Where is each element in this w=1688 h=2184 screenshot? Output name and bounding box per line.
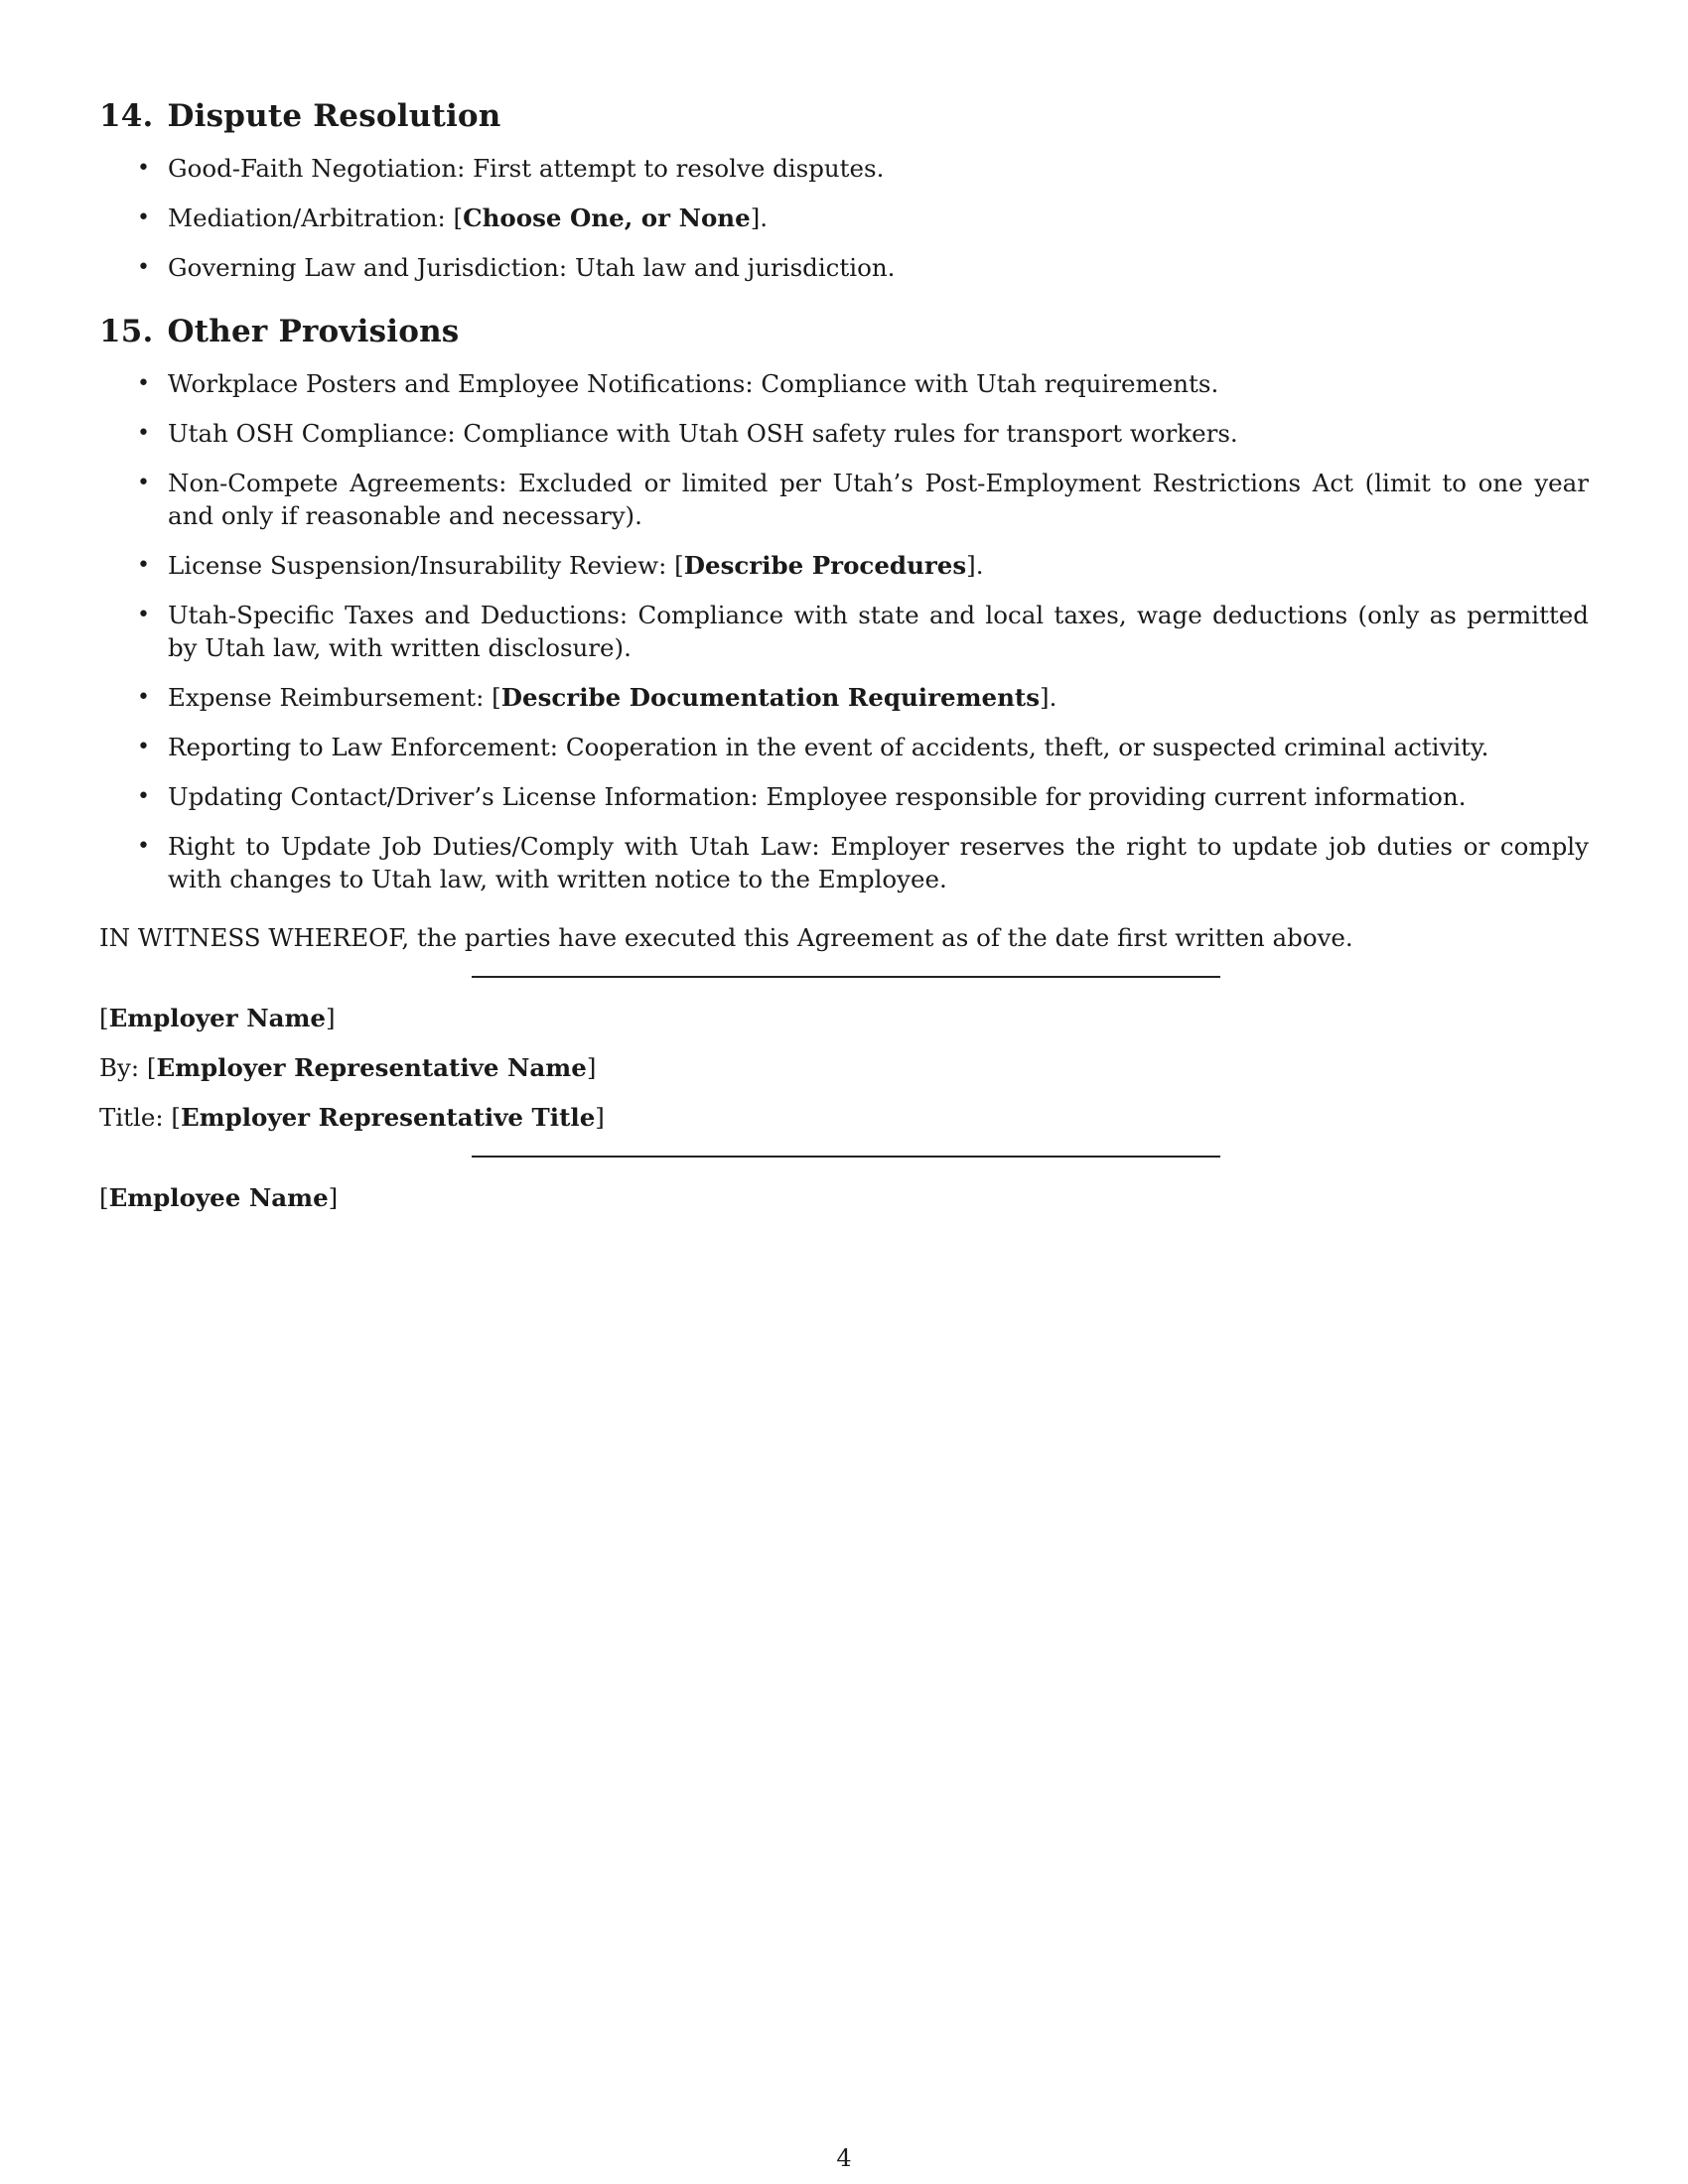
employer-representative-title: Employer Representative Title bbox=[180, 1103, 596, 1132]
placeholder-field: Describe Procedures bbox=[683, 551, 967, 580]
list-item: • Good-Faith Negotiation: First attempt to resolve disputes. bbox=[137, 154, 885, 183]
section-15-title: Other Provisions bbox=[167, 314, 460, 349]
witness-statement: IN WITNESS WHEREOF, the parties have executed this Agreement as of the date first written above. bbox=[99, 923, 1353, 952]
bullet-icon: • bbox=[137, 685, 150, 710]
bullet-icon: • bbox=[137, 603, 150, 627]
placeholder-field: Choose One, or None bbox=[463, 204, 751, 232]
employer-representative-line: By: [Employer Representative Name] bbox=[99, 1053, 597, 1082]
list-item: • Utah-Specific Taxes and Deductions: Compliance with state and local taxes, wage deductions (only as permitted by Utah law, with written disclosure). bbox=[137, 601, 1589, 662]
section-14-title: Dispute Resolution bbox=[167, 98, 501, 134]
placeholder-field: Describe Documentation Requirements bbox=[500, 683, 1041, 712]
document-page bbox=[99, 94, 1589, 1231]
section-14-heading bbox=[99, 94, 1589, 138]
employee-signature-line bbox=[472, 1156, 1220, 1158]
bullet-icon: • bbox=[137, 784, 150, 809]
bullet-icon: • bbox=[137, 553, 150, 578]
employee-name: Employee Name bbox=[108, 1183, 329, 1212]
employer-name-line: [Employer Name] bbox=[99, 1004, 336, 1032]
section-15-number: 15. bbox=[99, 314, 154, 349]
employee-name-line: [Employee Name] bbox=[99, 1183, 339, 1212]
employer-signature-block bbox=[99, 1002, 1589, 1134]
employer-representative-name: Employer Representative Name bbox=[156, 1053, 587, 1082]
list-item: • Mediation/Arbitration: [Choose One, or None]. bbox=[137, 204, 769, 232]
bullet-icon: • bbox=[137, 735, 150, 759]
list-item: • License Suspension/Insurability Review: [Describe Procedures]. bbox=[137, 551, 984, 580]
list-item: • Reporting to Law Enforcement: Cooperation in the event of accidents, theft, or suspected criminal activity. bbox=[137, 733, 1489, 761]
bullet-icon: • bbox=[137, 255, 150, 280]
bullet-icon: • bbox=[137, 205, 150, 230]
section-15-heading bbox=[99, 310, 1589, 353]
employer-name: Employer Name bbox=[108, 1004, 326, 1032]
bullet-icon: • bbox=[137, 834, 150, 859]
section-14-list bbox=[99, 152, 1589, 284]
employer-signature-line bbox=[472, 976, 1220, 978]
bullet-icon: • bbox=[137, 371, 150, 396]
list-item: • Non-Compete Agreements: Excluded or limited per Utah’s Post-Employment Restrictions Act (limit to one year and only if reasonable and necessary). bbox=[137, 469, 1589, 530]
page-number: 4 bbox=[836, 2144, 852, 2172]
employee-signature-block bbox=[99, 1181, 1589, 1214]
bullet-icon: • bbox=[137, 471, 150, 495]
section-15-list bbox=[99, 367, 1589, 895]
list-item: • Expense Reimbursement: [Describe Documentation Requirements]. bbox=[137, 683, 1057, 712]
section-14-number: 14. bbox=[99, 98, 154, 134]
list-item: • Governing Law and Jurisdiction: Utah law and jurisdiction. bbox=[137, 253, 896, 282]
employer-title-line: Title: [Employer Representative Title] bbox=[99, 1103, 605, 1132]
list-item: • Utah OSH Compliance: Compliance with Utah OSH safety rules for transport workers. bbox=[137, 419, 1238, 448]
list-item: • Right to Update Job Duties/Comply with Utah Law: Employer reserves the right to update job duties or comply with changes to Utah law, with written notice to the Employee. bbox=[137, 832, 1589, 893]
bullet-icon: • bbox=[137, 156, 150, 181]
list-item: • Updating Contact/Driver’s License Information: Employee responsible for providing current information. bbox=[137, 782, 1467, 811]
bullet-icon: • bbox=[137, 421, 150, 446]
list-item: • Workplace Posters and Employee Notifications: Compliance with Utah requirements. bbox=[137, 369, 1219, 398]
